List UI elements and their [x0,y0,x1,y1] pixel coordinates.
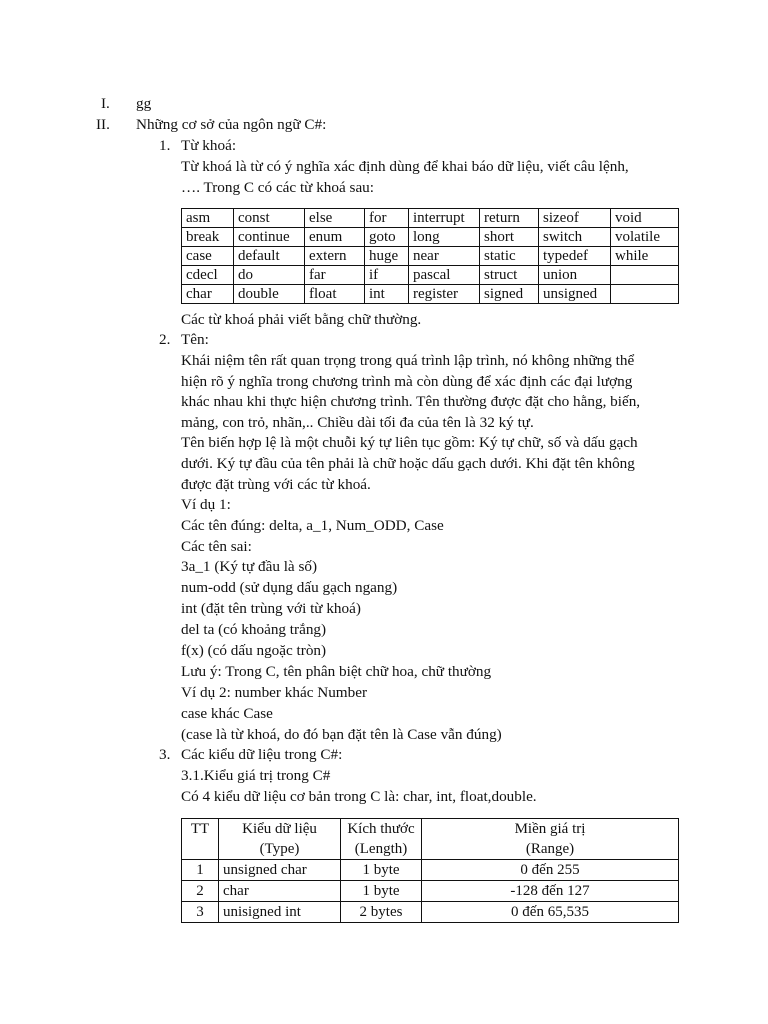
section3-intro: Có 4 kiểu dữ liệu cơ bản trong C là: char, int, float,double. [181,788,537,805]
table-cell: 3 [182,902,219,923]
keyword-cell: extern [305,247,365,266]
outline-item-i: gg [136,95,152,112]
keyword-cell: struct [480,266,539,285]
section2-marker: 2. [159,331,171,348]
section2-line: case khác Case [181,705,273,722]
table-cell: 1 [182,860,219,881]
keyword-cell: else [305,209,365,228]
header-line: Miền giá trị [514,821,586,837]
section3-subtitle: 3.1.Kiểu giá trị trong C# [181,767,331,784]
keyword-cell: cdecl [182,266,234,285]
keyword-cell: if [365,266,409,285]
table-row [182,860,679,881]
keyword-cell: sizeof [539,209,611,228]
section2-line: Lưu ý: Trong C, tên phân biệt chữ hoa, chữ thường [181,663,492,680]
section2-line: khác nhau khi thực hiện chương trình. Tên thường được đặt cho hằng, biến, [181,393,641,410]
table-row [182,228,679,247]
table-row [182,902,679,923]
section2-line: (case là từ khoá, do đó bạn đặt tên là Case vẫn đúng) [181,726,502,743]
keyword-cell: char [182,285,234,304]
table-cell: 0 đến 255 [422,860,679,881]
data-types-table [181,818,679,923]
keyword-cell: union [539,266,611,285]
section2-line: 3a_1 (Ký tự đầu là số) [181,558,318,575]
keyword-cell: for [365,209,409,228]
keyword-cell [611,266,679,285]
table-cell: 1 byte [341,881,422,902]
table-row [182,247,679,266]
section2-line: int (đặt tên trùng với từ khoá) [181,600,361,617]
section2-line: Khái niệm tên rất quan trọng trong quá trình lập trình, nó không những thể [181,352,635,369]
section2-line: Ví dụ 2: number khác Number [181,684,368,701]
section1-title: Từ khoá: [181,137,237,154]
section2-line: Ví dụ 1: [181,496,231,513]
table-cell: 0 đến 65,535 [422,902,679,923]
table-row [182,881,679,902]
section2-line: del ta (có khoảng trắng) [181,621,327,638]
header-line: Kích thước [347,821,415,837]
keyword-cell [611,285,679,304]
header-line: TT [190,821,210,837]
section1-paragraph-line: …. Trong C có các từ khoá sau: [181,179,374,196]
header-line: Kiểu dữ liệu [242,821,317,837]
table-row [182,209,679,228]
column-header-tt [182,819,219,860]
outline-marker-ii: II. [96,116,110,133]
section2-line: Tên biến hợp lệ là một chuỗi ký tự liên tục gồm: Ký tự chữ, số và dấu gạch [181,434,638,451]
column-header-type [219,819,341,860]
keyword-cell: pascal [409,266,480,285]
section2-line: Các tên sai: [181,538,252,555]
keyword-cell: goto [365,228,409,247]
keyword-cell: enum [305,228,365,247]
keyword-cell: near [409,247,480,266]
table-cell: 2 bytes [341,902,422,923]
keywords-note: Các từ khoá phải viết bằng chữ thường. [181,311,422,328]
keyword-cell: static [480,247,539,266]
section2-line: hiện rõ ý nghĩa trong chương trình mà còn dùng để xác định các đại lượng [181,373,633,390]
keyword-cell: interrupt [409,209,480,228]
section2-line: Các tên đúng: delta, a_1, Num_ODD, Case [181,517,444,534]
header-line: (Type) [259,841,300,857]
keyword-cell: short [480,228,539,247]
keyword-cell: default [234,247,305,266]
table-cell: unsigned char [219,860,341,881]
keyword-cell: int [365,285,409,304]
keyword-cell: const [234,209,305,228]
keyword-cell: signed [480,285,539,304]
keyword-cell: asm [182,209,234,228]
keyword-cell: far [305,266,365,285]
header-line: (Length) [354,841,408,857]
section2-line: f(x) (có dấu ngoặc tròn) [181,642,327,659]
keywords-table [181,208,679,304]
outline-marker-i: I. [101,95,110,112]
keyword-cell: typedef [539,247,611,266]
keyword-cell: double [234,285,305,304]
keyword-cell: continue [234,228,305,247]
table-cell: 2 [182,881,219,902]
keyword-cell: register [409,285,480,304]
keyword-cell: do [234,266,305,285]
keyword-cell: long [409,228,480,247]
header-line: (Range) [525,841,575,857]
table-cell: unisigned int [219,902,341,923]
table-cell: char [219,881,341,902]
keyword-cell: void [611,209,679,228]
table-cell: 1 byte [341,860,422,881]
keyword-cell: huge [365,247,409,266]
keyword-cell: volatile [611,228,679,247]
section2-line: dưới. Ký tự đầu của tên phải là chữ hoặc dấu gạch dưới. Khi đặt tên không [181,455,635,472]
section1-paragraph-line: Từ khoá là từ có ý nghĩa xác định dùng để khai báo dữ liệu, viết câu lệnh, [181,158,629,175]
section3-marker: 3. [159,746,171,763]
table-cell: -128 đến 127 [422,881,679,902]
section2-line: mảng, con trỏ, nhãn,.. Chiều dài tối đa của tên là 32 ký tự. [181,414,534,431]
keyword-cell: while [611,247,679,266]
column-header-length [341,819,422,860]
section2-line: num-odd (sử dụng dấu gạch ngang) [181,579,398,596]
keyword-cell: break [182,228,234,247]
section3-title: Các kiểu dữ liệu trong C#: [181,746,343,763]
table-row [182,266,679,285]
table-row [182,285,679,304]
keyword-cell: float [305,285,365,304]
outline-item-ii: Những cơ sở của ngôn ngữ C#: [136,116,327,133]
section2-title: Tên: [181,331,209,348]
column-header-range [422,819,679,860]
keyword-cell: return [480,209,539,228]
keyword-cell: switch [539,228,611,247]
table-header-row [182,819,679,860]
keyword-cell: case [182,247,234,266]
section2-line: được đặt trùng với các từ khoá. [181,476,371,493]
keyword-cell: unsigned [539,285,611,304]
section1-marker: 1. [159,137,171,154]
